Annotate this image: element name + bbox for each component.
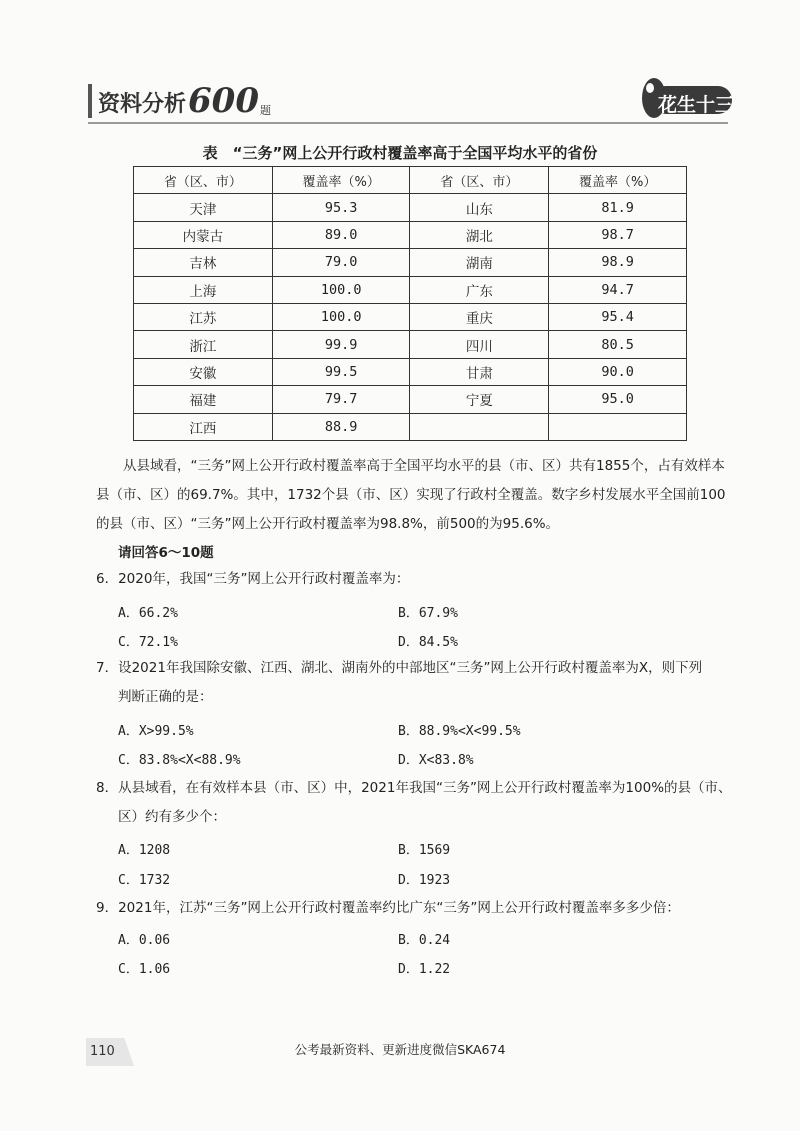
table-row	[134, 194, 687, 221]
province-cell: 安徽	[134, 358, 273, 385]
table-row	[134, 386, 687, 413]
header-bar	[88, 84, 92, 118]
brand-logo	[636, 74, 736, 122]
province-cell: 湖北	[410, 221, 549, 248]
province-cell: 内蒙古	[134, 221, 273, 248]
question-stem: 8．从县域看，在有效样本县（市、区）中，2021年我国“三务”网上公开行政村覆盖率为100%的县（市、	[96, 780, 732, 796]
rate-cell: 99.9	[272, 331, 410, 358]
table-row	[134, 413, 687, 440]
rate-cell: 89.0	[272, 221, 410, 248]
province-cell: 天津	[134, 194, 273, 221]
header-province-2: 省（区、市）	[410, 167, 549, 194]
option-d[interactable]: D．X<83.8%	[398, 753, 474, 768]
question-stem-continued: 区）约有多少个：	[118, 809, 226, 825]
table-header-row	[134, 167, 687, 194]
option-b[interactable]: B．67.9%	[398, 606, 458, 621]
option-c[interactable]: C．83.8%<X<88.9%	[118, 753, 241, 768]
question-stem-continued: 判断正确的是：	[118, 689, 213, 705]
header-rate-1: 覆盖率（%）	[272, 167, 410, 194]
province-cell: 福建	[134, 386, 273, 413]
rate-cell	[549, 413, 687, 440]
question-prompt: 请回答6～10题	[118, 545, 214, 561]
book-number: 600	[188, 81, 259, 121]
option-c[interactable]: C．1732	[118, 873, 171, 888]
table-row	[134, 221, 687, 248]
rate-cell: 90.0	[549, 358, 687, 385]
question-stem: 6．2020年，我国“三务”网上公开行政村覆盖率为：	[96, 571, 410, 587]
page-number: 110	[90, 1044, 115, 1059]
option-b[interactable]: B．0.24	[398, 933, 451, 948]
header-rule	[88, 122, 728, 124]
rate-cell: 80.5	[549, 331, 687, 358]
rate-cell: 100.0	[272, 276, 410, 303]
province-cell: 宁夏	[410, 386, 549, 413]
province-cell: 重庆	[410, 303, 549, 330]
option-d[interactable]: D．1.22	[398, 962, 451, 977]
question-stem: 9．2021年，江苏“三务”网上公开行政村覆盖率约比广东“三务”网上公开行政村覆盖率多多少倍：	[96, 900, 680, 916]
header-province-1: 省（区、市）	[134, 167, 273, 194]
rate-cell: 81.9	[549, 194, 687, 221]
province-cell: 浙江	[134, 331, 273, 358]
province-cell: 四川	[410, 331, 549, 358]
footer-note: 公考最新资料、更新进度微信SKA674	[294, 1042, 506, 1057]
book-suffix: 题	[260, 104, 271, 117]
question-6	[96, 565, 736, 594]
question-7	[96, 654, 736, 712]
question-9	[96, 894, 736, 923]
rate-cell: 95.0	[549, 386, 687, 413]
rate-cell: 79.0	[272, 249, 410, 276]
table-row	[134, 331, 687, 358]
option-b[interactable]: B．88.9%<X<99.5%	[398, 724, 521, 739]
coverage-table	[133, 166, 687, 441]
province-cell: 上海	[134, 276, 273, 303]
province-cell	[410, 413, 549, 440]
option-d[interactable]: D．1923	[398, 873, 451, 888]
brand-name: 花生十三	[658, 94, 735, 116]
table-row	[134, 303, 687, 330]
province-cell: 江苏	[134, 303, 273, 330]
table-caption: 表 “三务”网上公开行政村覆盖率高于全国平均水平的省份	[202, 144, 598, 162]
option-c[interactable]: C．72.1%	[118, 635, 178, 650]
rate-cell: 100.0	[272, 303, 410, 330]
province-cell: 广东	[410, 276, 549, 303]
rate-cell: 95.4	[549, 303, 687, 330]
book-header	[88, 81, 271, 121]
book-title: 资料分析	[98, 92, 187, 117]
table-row	[134, 249, 687, 276]
province-cell: 湖南	[410, 249, 549, 276]
option-b[interactable]: B．1569	[398, 843, 451, 858]
question-8	[96, 774, 736, 832]
option-c[interactable]: C．1.06	[118, 962, 171, 977]
rate-cell: 99.5	[272, 358, 410, 385]
material-paragraph: 从县域看，“三务”网上公开行政村覆盖率高于全国平均水平的县（市、区）共有1855个，占有效样本县（市、区）的69.7%。其中，1732个县（市、区）实现了行政村全覆盖。数字乡村发展水平全国前100的县（市、区）“三务”网上公开行政村覆盖率为98.8%，前500的为95.6%。	[96, 458, 726, 532]
province-cell: 山东	[410, 194, 549, 221]
rate-cell: 88.9	[272, 413, 410, 440]
rate-cell: 94.7	[549, 276, 687, 303]
table-row	[134, 358, 687, 385]
table-row	[134, 276, 687, 303]
option-a[interactable]: A．1208	[118, 843, 171, 858]
option-a[interactable]: A．X>99.5%	[118, 724, 194, 739]
province-cell: 甘肃	[410, 358, 549, 385]
rate-cell: 95.3	[272, 194, 410, 221]
rate-cell: 98.9	[549, 249, 687, 276]
question-stem: 7．设2021年我国除安徽、江西、湖北、湖南外的中部地区“三务”网上公开行政村覆盖率为X，则下列	[96, 660, 703, 676]
option-a[interactable]: A．66.2%	[118, 606, 178, 621]
option-a[interactable]: A．0.06	[118, 933, 171, 948]
header-rate-2: 覆盖率（%）	[549, 167, 687, 194]
option-d[interactable]: D．84.5%	[398, 635, 458, 650]
rate-cell: 98.7	[549, 221, 687, 248]
rate-cell: 79.7	[272, 386, 410, 413]
province-cell: 吉林	[134, 249, 273, 276]
province-cell: 江西	[134, 413, 273, 440]
